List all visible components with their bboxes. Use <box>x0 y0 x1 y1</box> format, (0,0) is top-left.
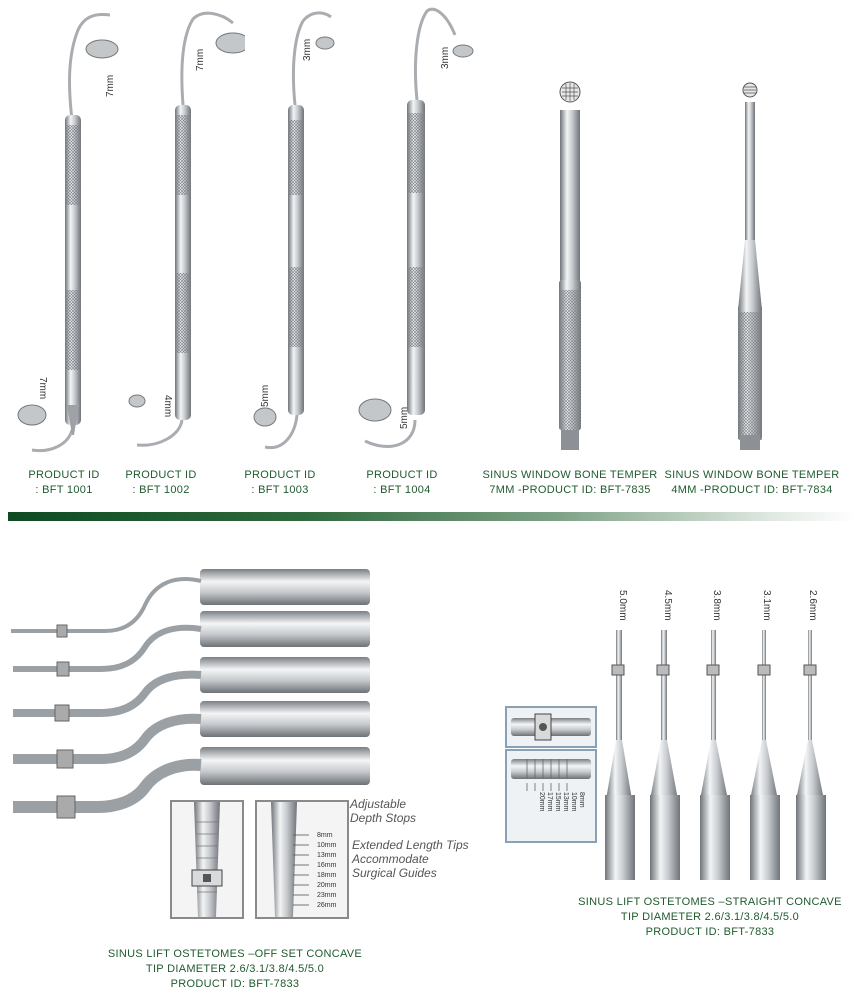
instrument-bft1001 <box>10 5 120 460</box>
tip-size-bottom: 4mm <box>162 395 173 418</box>
caption-line: SINUS LIFT OSTETOMES –OFF SET CONCAVE <box>107 948 363 960</box>
tip-size-top: 7mm <box>105 74 116 97</box>
straight-osteotomes-image <box>600 630 850 880</box>
depth-label: 10mm <box>317 842 337 849</box>
straight-inset-top <box>505 706 597 748</box>
tip-size-bottom: 5mm <box>399 406 410 429</box>
callout-line: Depth Stops <box>350 811 417 825</box>
depth-labels <box>317 831 336 911</box>
caption-bft1001 <box>14 468 114 498</box>
depth-label: 13mm <box>317 852 337 859</box>
depth-label: 13mm <box>562 792 569 812</box>
caption-line: SINUS WINDOW BONE TEMPER <box>664 469 840 481</box>
depth-label: 17mm <box>546 792 553 812</box>
caption-straight-concave <box>570 895 850 940</box>
caption-bft1002 <box>111 468 211 498</box>
caption-bft1004 <box>352 468 452 498</box>
depth-label: 16mm <box>317 862 337 869</box>
caption-line: PRODUCT ID: BFT-7833 <box>645 926 775 938</box>
bone-temper-7mm <box>545 80 595 455</box>
callout-line: Adjustable <box>350 797 407 811</box>
instrument-bft1002 <box>125 5 245 460</box>
callout-line: Extended Length Tips <box>352 838 469 852</box>
diameter-label: 2.6mm <box>807 590 818 621</box>
depth-label: 26mm <box>317 902 337 909</box>
depth-label: 10mm <box>570 792 577 812</box>
caption-line: PRODUCT ID <box>244 469 316 481</box>
instrument-bft1003 <box>245 5 355 460</box>
caption-line: 4MM -PRODUCT ID: BFT-7834 <box>671 484 833 496</box>
caption-line: TIP DIAMETER 2.6/3.1/3.8/4.5/5.0 <box>620 911 800 923</box>
depth-label: 23mm <box>317 892 337 899</box>
caption-line: : BFT 1002 <box>132 484 190 496</box>
callout-line: Surgical Guides <box>352 866 437 880</box>
caption-line: SINUS WINDOW BONE TEMPER <box>482 469 658 481</box>
caption-bft7834 <box>662 468 842 498</box>
caption-line: PRODUCT ID <box>125 469 197 481</box>
caption-offset-concave <box>100 947 370 992</box>
callout-adjustable <box>350 797 416 825</box>
depth-label: 20mm <box>317 882 337 889</box>
depth-label: 18mm <box>317 872 337 879</box>
bone-temper-4mm <box>725 80 775 455</box>
caption-line: PRODUCT ID: BFT-7833 <box>170 978 300 990</box>
diameter-label: 5.0mm <box>617 590 628 621</box>
diameter-label: 3.1mm <box>761 590 772 621</box>
depth-stop-inset-2 <box>255 800 349 919</box>
caption-line: : BFT 1003 <box>251 484 309 496</box>
callout-extended <box>352 838 469 880</box>
straight-depth-labels <box>520 792 592 838</box>
caption-line: : BFT 1004 <box>373 484 431 496</box>
callout-line: Accommodate <box>352 852 429 866</box>
section-divider <box>8 512 855 521</box>
diameter-label: 3.8mm <box>711 590 722 621</box>
tip-size-top: 3mm <box>440 46 451 69</box>
caption-line: : BFT 1001 <box>35 484 93 496</box>
caption-line: SINUS LIFT OSTETOMES –STRAIGHT CONCAVE <box>578 896 842 908</box>
caption-line: PRODUCT ID <box>28 469 100 481</box>
caption-line: PRODUCT ID <box>366 469 438 481</box>
tip-size-bottom: 7mm <box>37 377 48 400</box>
depth-label: 15mm <box>554 792 561 812</box>
tip-size-top: 7mm <box>195 48 206 71</box>
tip-size-bottom: 5mm <box>260 384 271 407</box>
depth-label: 20mm <box>538 792 545 812</box>
instrument-bft1004 <box>355 5 485 460</box>
depth-label: 8mm <box>317 832 333 839</box>
diameter-label: 4.5mm <box>662 590 673 621</box>
depth-label: 8mm <box>578 792 585 808</box>
caption-line: TIP DIAMETER 2.6/3.1/3.8/4.5/5.0 <box>145 963 325 975</box>
tip-size-top: 3mm <box>302 38 313 61</box>
caption-bft1003 <box>230 468 330 498</box>
offset-osteotomes-image <box>5 565 370 835</box>
depth-stop-inset-1 <box>170 800 244 919</box>
caption-bft7835 <box>480 468 660 498</box>
caption-line: 7MM -PRODUCT ID: BFT-7835 <box>489 484 651 496</box>
